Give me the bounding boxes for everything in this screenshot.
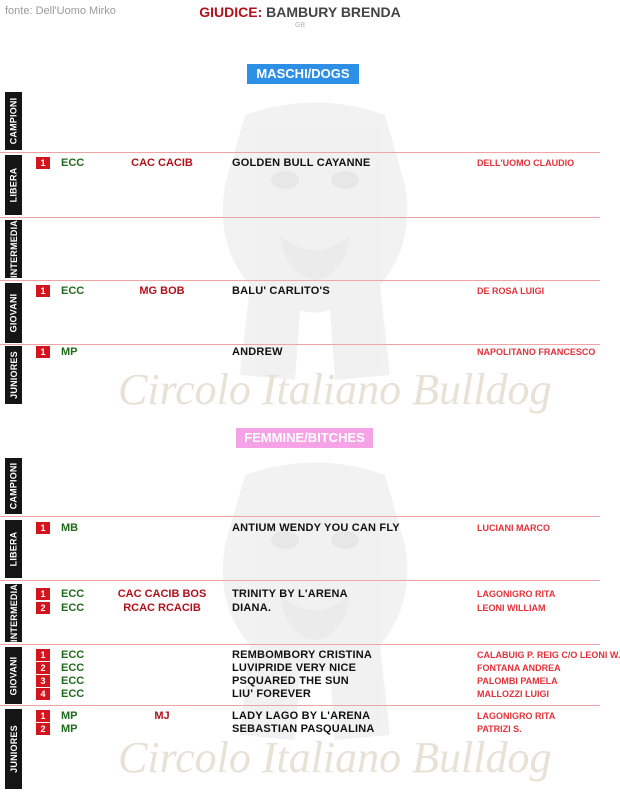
rank-badge: 1 [36,588,50,600]
class-label-giovani: GIOVANI [5,647,22,704]
class-label-intermedia: INTERMEDIA [5,220,22,278]
rank-badge: 2 [36,723,50,735]
grade: MP [61,710,78,722]
dog-name: LIU' FOREVER [232,688,311,700]
grade: MP [61,723,78,735]
grade: MP [61,346,78,358]
judge-name: BAMBURY BRENDA [266,4,401,20]
class-label-campioni: CAMPIONI [5,92,22,150]
rank-badge: 1 [36,710,50,722]
result-row [0,723,600,736]
result-row [0,710,600,723]
dog-name: LADY LAGO BY L'ARENA [232,710,371,722]
class-label-giovani: GIOVANI [5,283,22,343]
result-row [0,285,600,298]
rank-badge: 1 [36,157,50,169]
section-banner-male: MASCHI/DOGS [247,64,359,84]
dog-name: ANTIUM WENDY YOU CAN FLY [232,522,400,534]
separator-line [0,644,600,645]
club-watermark-text-2: Circolo Italiano Bulldog [118,733,552,782]
owner-name: FONTANA ANDREA [477,663,561,673]
grade: ECC [61,285,85,297]
dog-name: PSQUARED THE SUN [232,675,349,687]
owner-name: PATRIZI S. [477,724,522,734]
owner-name: NAPOLITANO FRANCESCO [477,347,596,357]
class-label-libera: LIBERA [5,520,22,578]
source-credit: fonte: Dell'Uomo Mirko [5,5,116,17]
class-label-juniores: JUNIORES [5,346,22,404]
rank-badge: 3 [36,675,50,687]
rank-badge: 4 [36,688,50,700]
grade: ECC [61,588,85,600]
award: RCAC RCACIB [123,602,201,614]
separator-line [0,280,600,281]
grade: ECC [61,675,85,687]
result-row [0,662,600,675]
dog-name: DIANA. [232,602,272,614]
award: MG BOB [139,285,185,297]
grade: ECC [61,688,85,700]
rank-badge: 2 [36,662,50,674]
owner-name: LAGONIGRO RITA [477,589,556,599]
rank-badge: 1 [36,285,50,297]
class-label-libera: LIBERA [5,155,22,215]
result-row [0,649,620,662]
owner-name: PALOMBI PAMELA [477,676,558,686]
result-row [0,588,600,601]
judge-header [0,4,600,20]
dog-name: GOLDEN BULL CAYANNE [232,157,371,169]
grade: MB [61,522,79,534]
class-label-intermedia: INTERMEDIA [5,584,22,642]
separator-line [0,705,600,706]
dog-name: LUVIPRIDE VERY NICE [232,662,357,674]
result-row [0,675,600,688]
dog-name: REMBOMBORY CRISTINA [232,649,373,661]
grade: ECC [61,649,85,661]
separator-line [0,580,600,581]
grade: ECC [61,157,85,169]
separator-line [0,217,600,218]
grade: ECC [61,662,85,674]
judge-country: GB [294,22,306,29]
section-banner-female: FEMMINE/BITCHES [236,428,373,448]
result-row [0,688,600,701]
rank-badge: 1 [36,649,50,661]
owner-name: LAGONIGRO RITA [477,711,556,721]
owner-name: DELL'UOMO CLAUDIO [477,158,575,168]
class-label-campioni: CAMPIONI [5,458,22,514]
class-label-juniores: JUNIORES [5,709,22,789]
dog-name: SEBASTIAN PASQUALINA [232,723,375,735]
owner-name: LUCIANI MARCO [477,523,550,533]
owner-name: LEONI WILLIAM [477,603,546,613]
owner-name: DE ROSA LUIGI [477,286,545,296]
grade: ECC [61,602,85,614]
separator-line [0,344,600,345]
rank-badge: 1 [36,346,50,358]
result-row [0,522,600,535]
result-row [0,157,600,170]
dog-name: ANDREW [232,346,283,358]
rank-badge: 2 [36,602,50,614]
award: CAC CACIB BOS [117,588,207,600]
dog-name: TRINITY BY L'ARENA [232,588,348,600]
owner-name: CALABUIG P. REIG C/O LEONI W. [477,650,620,660]
separator-line [0,516,600,517]
award: CAC CACIB [131,157,193,169]
result-row [0,346,600,359]
owner-name: MALLOZZI LUIGI [477,689,549,699]
result-row [0,602,600,615]
separator-line [0,152,600,153]
club-watermark-text: Circolo Italiano Bulldog [118,365,552,414]
award: MJ [154,710,170,722]
judge-label: GIUDICE: [199,4,263,20]
dog-name: BALU' CARLITO'S [232,285,330,297]
rank-badge: 1 [36,522,50,534]
